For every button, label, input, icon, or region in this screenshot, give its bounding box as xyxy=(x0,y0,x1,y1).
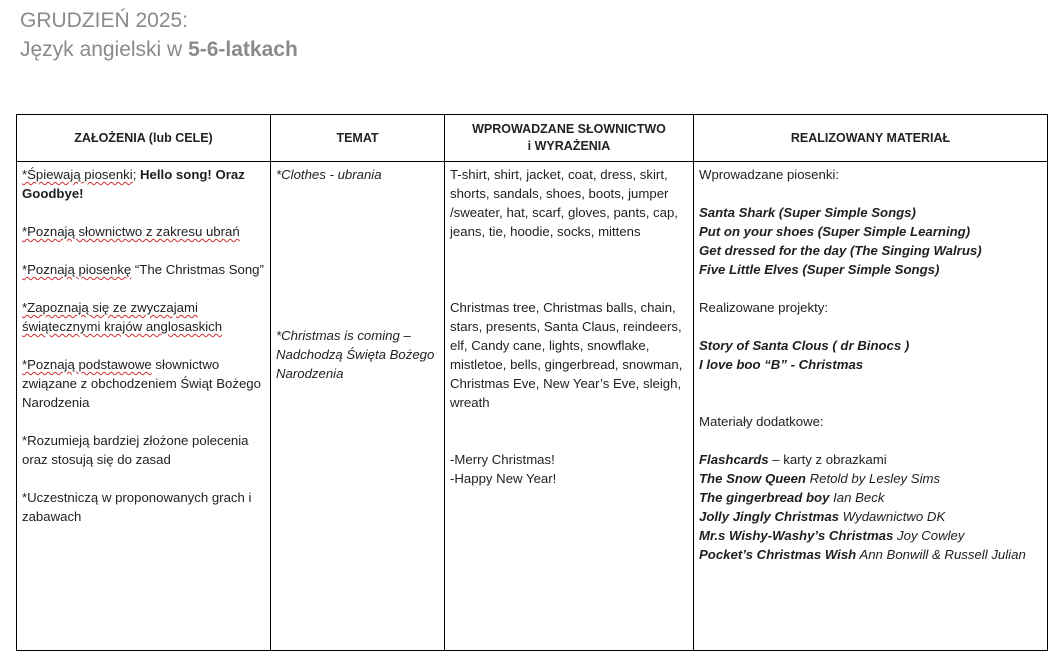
song-item: Put on your shoes (Super Simple Learning) xyxy=(699,224,971,239)
song-item: Santa Shark (Super Simple Songs) xyxy=(699,205,916,220)
extra-item: Flashcards – karty z obrazkami xyxy=(699,452,887,467)
projects-label: Realizowane projekty: xyxy=(699,300,829,315)
extra-item: Jolly Jingly Christmas Wydawnictwo DK xyxy=(699,509,946,524)
goals-cell xyxy=(17,162,271,651)
project-item: Story of Santa Clous ( dr Binocs ) xyxy=(699,338,910,353)
goal-item: *Rozumieją bardziej złożone polecenia oraz stosują się do zasad xyxy=(22,433,249,467)
lesson-plan-table xyxy=(16,114,1048,651)
topic-clothes: *Clothes - ubrania xyxy=(276,167,382,182)
goal-item: *Poznają podstawowe słownictwo związane z obchodzeniem Świąt Bożego Narodzenia xyxy=(22,357,261,410)
goal-item: *Poznają słownictwo z zakresu ubrań xyxy=(22,224,240,239)
col-header-goals: ZAŁOŻENIA (lub CELE) xyxy=(17,115,271,162)
col-header-vocab: WPROWADZANE SŁOWNICTWO i WYRAŻENIA xyxy=(445,115,694,162)
phrase-item: -Merry Christmas! xyxy=(450,452,555,467)
page-title xyxy=(20,6,298,64)
content-row xyxy=(17,162,1048,651)
topic-christmas: *Christmas is coming – Nadchodzą Święta Bożego Narodzenia xyxy=(276,328,435,381)
goal-item: *Poznają piosenkę “The Christmas Song” xyxy=(22,262,264,277)
song-item: Get dressed for the day (The Singing Walrus) xyxy=(699,243,982,258)
song-item: Five Little Elves (Super Simple Songs) xyxy=(699,262,940,277)
material-cell xyxy=(694,162,1048,651)
goal-item: *Śpiewają piosenki; Hello song! Oraz Goodbye! xyxy=(22,167,245,201)
extra-item: The gingerbread boy Ian Beck xyxy=(699,490,885,505)
project-item: I love boo “B” - Christmas xyxy=(699,357,864,372)
extra-item: Pocket’s Christmas Wish Ann Bonwill & Russell Julian xyxy=(699,547,1026,562)
vocab-christmas: Christmas tree, Christmas balls, chain, stars, presents, Santa Claus, reindeers, elf, Candy cane, lights, snowflake, mistletoe, bells, gingerbread, snowman, Christmas Eve, New Year’s Eve, sleigh, wreath xyxy=(450,300,683,410)
col-header-topic: TEMAT xyxy=(271,115,445,162)
vocab-clothes: T-shirt, shirt, jacket, coat, dress, skirt, shorts, sandals, shoes, boots, jumper /sweater, hat, scarf, gloves, pants, cap, jeans, tie, hoodie, socks, mittens xyxy=(450,167,678,239)
goal-item: *Zapoznają się ze zwyczajami świątecznymi krajów anglosaskich xyxy=(22,300,223,334)
vocab-cell xyxy=(445,162,694,651)
phrase-item: -Happy New Year! xyxy=(450,471,557,486)
extra-item: Mr.s Wishy-Washy’s Christmas Joy Cowley xyxy=(699,528,965,543)
col-header-material: REALIZOWANY MATERIAŁ xyxy=(694,115,1048,162)
songs-label: Wprowadzane piosenki: xyxy=(699,167,840,182)
header-row xyxy=(17,115,1048,162)
extra-label: Materiały dodatkowe: xyxy=(699,414,824,429)
title-subject: Język angielski w 5-6-latkach xyxy=(20,38,298,61)
goal-item: *Uczestniczą w proponowanych grach i zabawach xyxy=(22,490,252,524)
topic-cell xyxy=(271,162,445,651)
title-month: GRUDZIEŃ 2025: xyxy=(20,9,189,32)
extra-item: The Snow Queen Retold by Lesley Sims xyxy=(699,471,941,486)
